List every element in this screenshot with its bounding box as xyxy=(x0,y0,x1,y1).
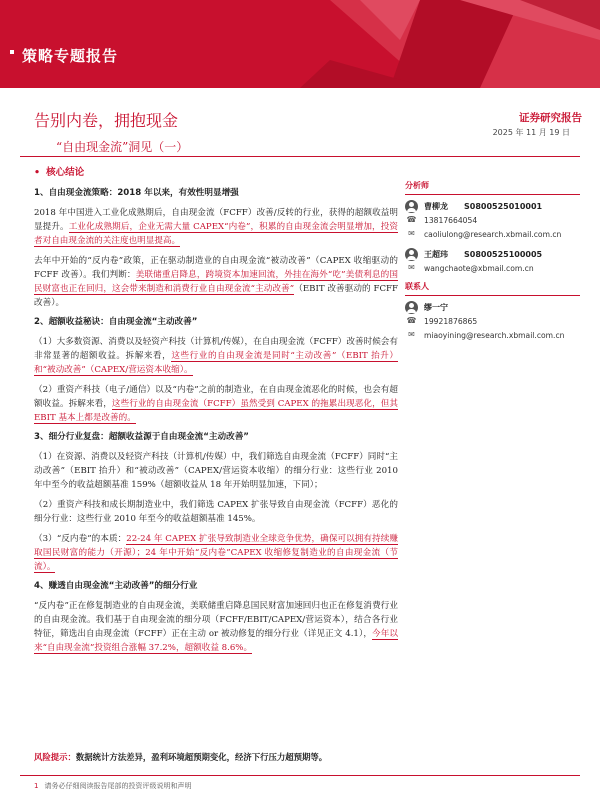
email-icon: ✉ xyxy=(408,263,415,272)
analyst-cert: S0800525010001 xyxy=(464,201,543,211)
risk-warning xyxy=(34,751,584,763)
analysts-heading: 分析师 xyxy=(405,180,580,195)
report-date: 2025 年 11 月 19 日 xyxy=(492,128,570,137)
highlight-text: 今年以来“自由现金流”投资组合涨幅 37.2%，超额收益 8.6%。 xyxy=(34,629,398,653)
report-title: 告别内卷，拥抱现金 xyxy=(34,111,179,130)
person-icon xyxy=(405,200,418,213)
banner-pattern xyxy=(0,0,600,88)
highlight-text: 工业化成熟期后，企业无需大量 CAPEX“内卷”，积累的自由现金流会明显增加，投资者对自由现金流的关注度也明显提高。 xyxy=(34,222,398,246)
footer xyxy=(34,781,191,791)
email-row xyxy=(405,227,580,241)
person-icon xyxy=(405,248,418,261)
analyst-entry xyxy=(405,199,580,213)
page-number: 1 xyxy=(34,782,39,790)
contact-phone: 19921876865 xyxy=(424,316,478,326)
header-banner xyxy=(0,0,600,88)
analyst-email[interactable]: wangchaote@xbmail.com.cn xyxy=(424,263,534,273)
analyst-email[interactable]: caoliulong@research.xbmail.com.cn xyxy=(424,229,562,239)
phone-row xyxy=(405,213,580,227)
risk-label: 风险提示： xyxy=(34,752,76,762)
section-heading: 2、超额收益秘诀：自由现金流“主动改善” xyxy=(34,317,198,327)
contacts-heading: 联系人 xyxy=(405,281,580,296)
email-row xyxy=(405,261,580,275)
analyst-name: 曹柳龙 xyxy=(424,200,448,211)
paragraph: （1）大多数资源、消费以及轻资产科技（计算机/传媒），在自由现金流（FCFF）改善时候会有非常显著的超额收益。拆解来看，这些行业的自由现金流是同时“主动改善”（EBIT 抬升）和“被动改善”（CAPEX/营运资本收缩）。 xyxy=(34,337,398,375)
analyst-entry xyxy=(405,247,580,261)
email-icon: ✉ xyxy=(408,229,415,238)
report-subtitle: “自由现金流”洞见（一） xyxy=(56,140,189,154)
paragraph: “反内卷”正在修复制造业的自由现金流，美联储重启降息国民财富加速回归也正在修复消费行业的自由现金流。我们基于自由现金流的细分项（FCFF/EBIT/CAPEX/营运资本），结合各行业特征，筛选出自由现金流（FCFF）正在主动 or 被动修复的细分行业（详见正文 4.1），今年以来“自由现金流”投资组合涨幅 37.2%，超额收益 8.6%。 xyxy=(34,601,398,653)
paragraph: （2）重资产科技和成长期制造业中，我们筛选 CAPEX 扩张导致自由现金流（FCFF）恶化的细分行业：这些行业 2010 年至今的收益超额基准 145%。 xyxy=(34,500,398,524)
paragraph: 去年中开始的“反内卷”政策，正在驱动制造业的自由现金流“被动改善”（CAPEX 收缩驱动的 FCFF 改善）。我们判断：美联储重启降息，跨境资本加速回流，外挂在海外“吃”美债利息的国民财富也正在回归，这会带来制造和消费行业自由现金流“主动改善”（EBIT 改善驱动的 FCFF 改善）。 xyxy=(34,256,398,308)
contact-entry xyxy=(405,300,580,314)
email-icon: ✉ xyxy=(408,330,415,339)
key-conclusion-heading: • 核心结论 xyxy=(34,164,84,178)
footer-disclaimer[interactable]: 请务必仔细阅读报告尾部的投资评级说明和声明 xyxy=(44,782,192,790)
section-heading: 3、细分行业复盘：超额收益源于自由现金流“主动改善” xyxy=(34,432,249,442)
section-heading: 4、赚透自由现金流“主动改善”的细分行业 xyxy=(34,581,198,591)
highlight-text: 美联储重启降息，跨境资本加速回流，外挂在海外“吃”美债利息的国民财富也正在回归，这会带来制造和消费行业自由现金流“主动改善” xyxy=(34,270,398,294)
risk-text: 数据统计方法差异，盈利环境超预期变化，经济下行压力超预期等。 xyxy=(75,752,328,762)
contact-email[interactable]: miaoyining@research.xbmail.com.cn xyxy=(424,330,565,340)
report-type: 证券研究报告 xyxy=(519,112,582,124)
highlight-text: 这些行业的自由现金流是同时“主动改善”（EBIT 抬升）和“被动改善”（CAPEX/营运资本收缩）。 xyxy=(34,351,398,375)
banner-marker xyxy=(10,50,14,54)
email-row xyxy=(405,328,580,342)
analyst-phone: 13817664054 xyxy=(424,215,478,225)
paragraph: 2018 年中国进入工业化成熟期后，自由现金流（FCFF）改善/反转的行业，获得的超额收益明显提升。工业化成熟期后，企业无需大量 CAPEX“内卷”，积累的自由现金流会明显增加，投资者对自由现金流的关注度也明显提高。 xyxy=(34,208,398,246)
contact-name: 缪一宁 xyxy=(424,301,448,312)
analyst-name: 王超玮 xyxy=(424,248,448,259)
report-category: 策略专题报告 xyxy=(22,47,119,65)
footer-divider xyxy=(20,775,580,776)
title-divider xyxy=(20,156,580,157)
analyst-sidebar xyxy=(405,180,580,342)
paragraph: （2）重资产科技（电子/通信）以及“内卷”之前的制造业，在自由现金流恶化的时候，也会有超额收益。拆解来看，这些行业的自由现金流（FCFF）虽然受到 CAPEX 的拖累出现恶化，但其 EBIT 基本上都是改善的。 xyxy=(34,385,398,423)
paragraph: （1）在资源、消费以及轻资产科技（计算机/传媒）中，我们筛选自由现金流（FCFF）同时“主动改善”（EBIT 抬升）和“被动改善”（CAPEX/营运资本收缩）的细分行业：这些行业 2010 年中至今的收益超额基准 159%（超额收益从 18 年开始明显加速，下同）； xyxy=(34,452,398,490)
person-icon xyxy=(405,301,418,314)
section-heading: 1、自由现金流策略：2018 年以来，有效性明显增强 xyxy=(34,188,239,198)
highlight-text: 22-24 年 CAPEX 扩张导致制造业全球竞争优势，确保可以拥有持续赚取国民财富的能力（开源）；24 年中开始“反内卷”CAPEX 收缩修复制造业的自由现金流（节流）。 xyxy=(34,534,398,572)
phone-icon: ☎ xyxy=(406,316,417,325)
paragraph: （3）“反内卷”的本质：22-24 年 CAPEX 扩张导致制造业全球竞争优势，确保可以拥有持续赚取国民财富的能力（开源）；24 年中开始“反内卷”CAPEX 收缩修复制造业的自由现金流（节流）。 xyxy=(34,534,398,572)
phone-icon: ☎ xyxy=(406,215,417,224)
main-content xyxy=(34,184,398,659)
phone-row xyxy=(405,314,580,328)
analyst-cert: S0800525100005 xyxy=(464,249,543,259)
highlight-text: 这些行业的自由现金流（FCFF）虽然受到 CAPEX 的拖累出现恶化，但其 EBIT 基本上都是改善的。 xyxy=(34,399,398,423)
